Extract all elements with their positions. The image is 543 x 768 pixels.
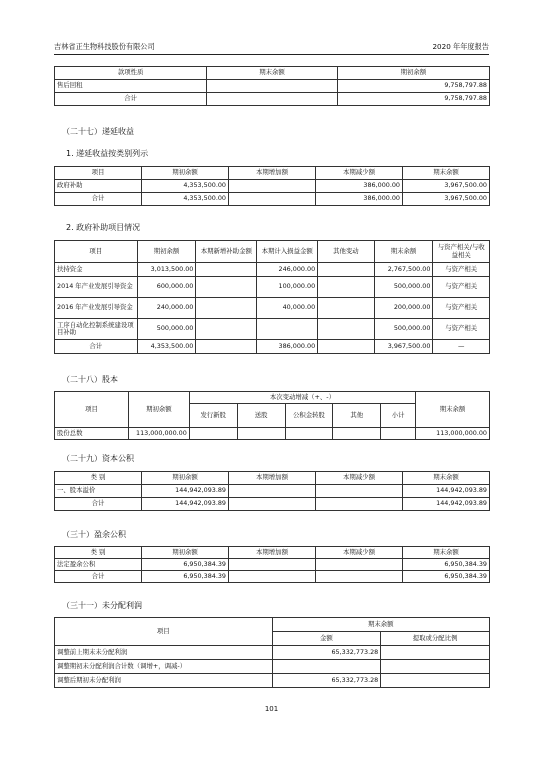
subsection-title: 1. 递延收益按类别列示: [66, 149, 149, 158]
report-title: 2020 年年度报告: [432, 42, 489, 51]
table-row: 合计 144,942,093.89 144,942,093.89: [55, 498, 490, 511]
page-header: [54, 38, 489, 55]
section-title: （二十九）资本公积: [62, 454, 134, 463]
table-row: 政府补助 4,353,500.00 386,000.00 3,967,500.00: [55, 180, 490, 193]
table-undistributed-profit: 项目 期末余额 金额 提取或分配比例 调整前上期末未分配利润 65,332,773.28 调整期初未分配利润合计数（调增+，调减-） 调整后期初未分配利润 65,332,773.28: [54, 617, 490, 688]
table-row: 合计 4,353,500.00 386,000.00 3,967,500.00: [55, 193, 490, 206]
table-row: 一、股本溢价 144,942,093.89 144,942,093.89: [55, 485, 490, 498]
table-row: 股份总数 113,000,000.00 113,000,000.00: [55, 428, 490, 440]
table-share-capital: 项目 期初余额 本次变动增减（+、-） 期末余额 发行新股 送股 公积金转股 其他 小计 股份总数 113,000,000.00 113,000,000.00: [54, 391, 490, 440]
table-deferred-income: 项目 期初余额 本期增加额 本期减少额 期末余额 政府补助 4,353,500.00 386,000.00 3,967,500.00 合计 4,353,500.00 386,000.00 3,967,500.00: [54, 166, 490, 206]
table-row: 调整期初未分配利润合计数（调增+，调减-）: [55, 660, 490, 674]
table-row: 扶持资金 3,013,500.00 246,000.00 2,767,500.00 与资产相关: [55, 263, 490, 277]
company-name: 吉林省正生物科技股份有限公司: [54, 42, 155, 51]
table-row: 工序自动化控制系统建设项目补助 500,000.00 500,000.00 与资产相关: [55, 319, 490, 340]
table-capital-reserve: 类 别 期初余额 本期增加额 本期减少额 期末余额 一、股本溢价 144,942,093.89 144,942,093.89 合计 144,942,093.89 144,942,093.89: [54, 471, 490, 511]
table-row: 法定盈余公积 6,950,384.39 6,950,384.39: [55, 559, 490, 571]
table-row: 2016 年产业发展引导资金 240,000.00 40,000.00 200,000.00 与资产相关: [55, 298, 490, 319]
table-row: 合计 4,353,500.00 386,000.00 3,967,500.00 —: [55, 340, 490, 354]
col-header: 期末余额: [207, 67, 338, 80]
table-row: 调整后期初未分配利润 65,332,773.28: [55, 674, 490, 688]
section-title: （三十）盈余公积: [62, 530, 126, 539]
table-row: 2014 年产业发展引导资金 600,000.00 100,000.00 500,000.00 与资产相关: [55, 277, 490, 298]
section-title: （三十一）未分配利润: [62, 601, 142, 610]
table-surplus-reserve: 类 别 期初余额 本期增加额 本期减少额 期末余额 法定盈余公积 6,950,384.39 6,950,384.39 合计 6,950,384.39 6,950,384.39: [54, 546, 490, 583]
section-title: （二十八）股本: [62, 375, 118, 384]
table-government-grants: 项目 期初余额 本期新增补助金额 本期计入损益金额 其他变动 期末余额 与资产相关/与收益相关 扶持资金 3,013,500.00 246,000.00 2,767,500.00 与资产相关 2014 年产业发展引导资金 600,000.00 100,000.00 500,000.00 与资产相关 2016 年产业发展引导资金 240,000.00 40,000.00 200,000.00 与资产相关 工序自动化控制系统建设项目补助 500,000.00 500,000.00 与资产相关 合计 4,353,500.00 386,000.00 3,967,500.00 —: [54, 240, 490, 354]
table-sale-leaseback: [54, 66, 490, 106]
table-row: 售后回租 9,758,797.88: [55, 80, 490, 93]
page-number: 101: [264, 705, 279, 713]
table-row: 合计 6,950,384.39 6,950,384.39: [55, 571, 490, 583]
col-header: 款项性质: [55, 67, 207, 80]
table-row: 调整前上期末未分配利润 65,332,773.28: [55, 646, 490, 660]
col-header: 期初余额: [337, 67, 489, 80]
section-title: （二十七）递延收益: [62, 127, 134, 136]
table-row: 合计 9,758,797.88: [55, 93, 490, 106]
subsection-title: 2. 政府补助项目情况: [66, 223, 141, 232]
